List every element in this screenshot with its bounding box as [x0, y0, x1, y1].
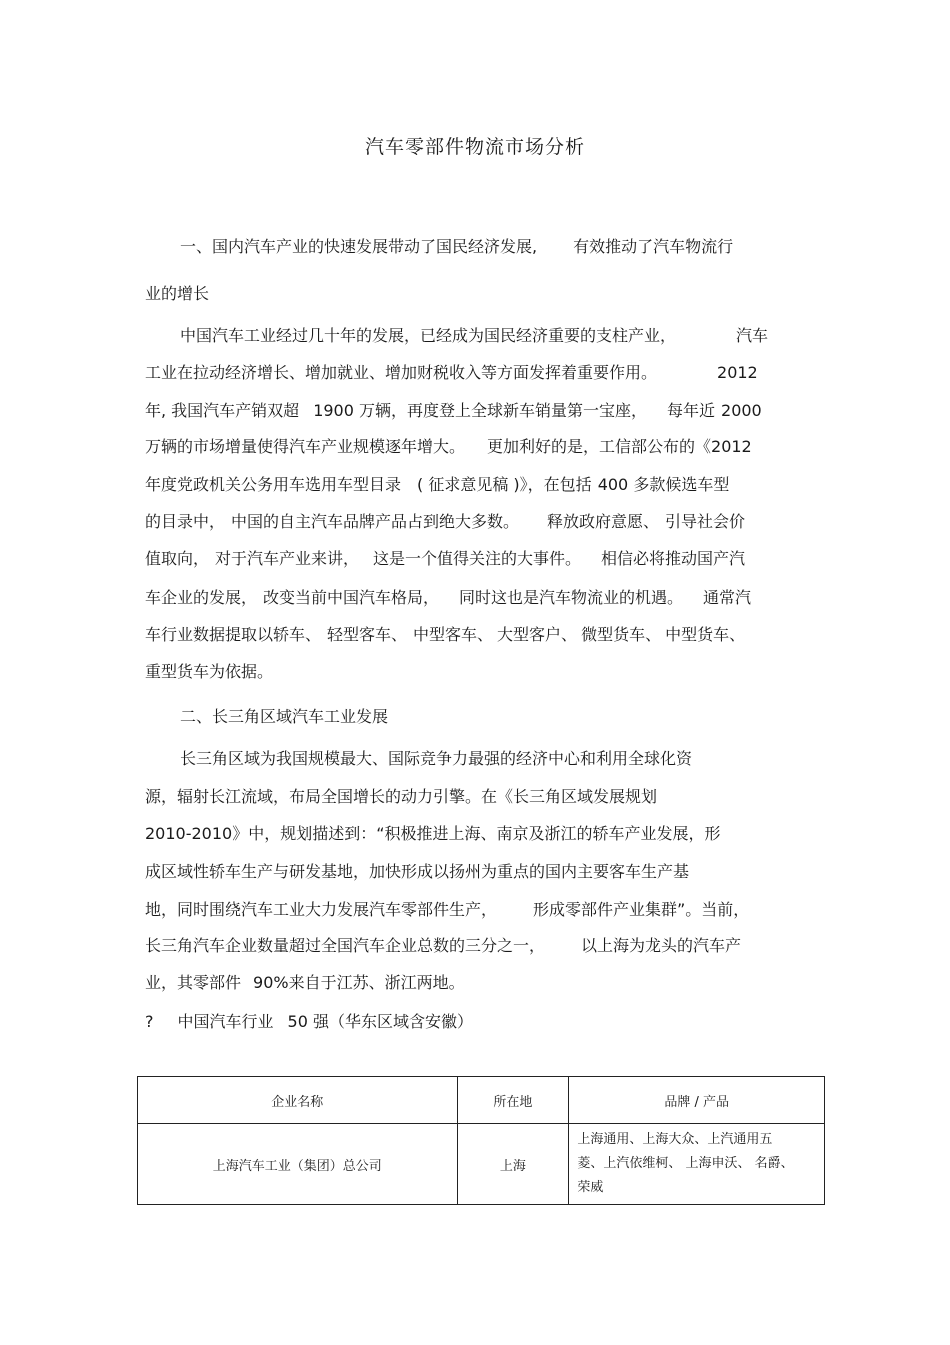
table-header-row [138, 1077, 825, 1124]
s2-line-6 [145, 973, 465, 993]
text-segment: 轻型客车、 [327, 625, 408, 644]
brand-line: 荣威 [577, 1180, 604, 1195]
s1-line-5 [145, 512, 745, 532]
text-segment: 重型货车为依据。 [145, 662, 274, 681]
text-segment: 2012 [717, 363, 758, 382]
cell-company: 上海汽车工业（集团）总公司 [138, 1124, 458, 1205]
header-location: 所在地 [457, 1077, 569, 1124]
s1-line-6 [145, 549, 745, 569]
brand-line: 上海通用、上海大众、上汽通用五 [577, 1132, 773, 1147]
text-segment: 年度党政机关公务用车选用车型目录 [145, 475, 402, 494]
text-segment: 每年近 [667, 401, 716, 420]
section1-heading-cont: 业的增长 [145, 284, 210, 303]
text-segment: 车行业数据提取以轿车、 [145, 625, 322, 644]
s1-line-8 [145, 625, 745, 645]
s1-line-4 [145, 475, 729, 495]
text-segment: 引导社会价 [665, 512, 746, 531]
text-segment: 中国的自主汽车品牌产品占到绝大多数。 [231, 512, 520, 531]
section1-heading-part1: 一、国内汽车产业的快速发展带动了国民经济发展, [180, 237, 538, 256]
s1-line-3 [145, 437, 752, 457]
text-segment: 万辆的市场增量使得汽车产业规模逐年增大。 [145, 437, 466, 456]
text-segment: 年, 我国汽车产销双超 [145, 401, 300, 420]
text-segment: 车企业的发展， [145, 588, 258, 607]
text-segment: 通常汽 [703, 588, 752, 607]
company-table [137, 1076, 825, 1205]
text-segment: 微型货车、 [581, 625, 662, 644]
s1-line-7 [145, 588, 751, 608]
text-segment: 业，其零部件 [145, 973, 242, 992]
cell-location: 上海 [457, 1124, 569, 1205]
s2-line-1 [145, 787, 657, 807]
header-company: 企业名称 [138, 1077, 458, 1124]
text-segment: 50 强（华东区域含安徽） [287, 1012, 473, 1031]
document-title: 汽车零部件物流市场分析 [364, 136, 585, 158]
bullet-line [145, 1012, 473, 1032]
text-segment: 90%来自于江苏、浙江两地。 [253, 973, 465, 992]
s2-line-4 [145, 900, 749, 920]
text-segment: 中型货车、 [665, 625, 746, 644]
s2-line-2 [145, 824, 721, 844]
text-segment: 释放政府意愿、 [547, 512, 660, 531]
text-segment: 值取向， [145, 549, 210, 568]
text-segment: 同时这也是汽车物流业的机遇。 [459, 588, 684, 607]
text-segment: 以上海为龙头的汽车产 [581, 936, 742, 955]
text-segment: 2000 [721, 401, 762, 420]
text-segment: 形成零部件产业集群”。当前， [533, 900, 750, 919]
text-segment: ( 征求意见稿 )》，在包括 [417, 475, 592, 494]
s2-line-5 [145, 936, 741, 956]
bullet-mark: ? [145, 1012, 154, 1031]
text-segment: 源，辐射长江流域，布局全国增长的动力引擎。在《长三角区域发展规划 [145, 787, 658, 806]
text-segment: 大型客户、 [497, 625, 578, 644]
brand-line: 菱、上汽依维柯、 上海申沃、 名爵、 [577, 1156, 794, 1171]
text-segment: 2010-2010》中，规划描述到：“积极推进上海、南京及浙江的轿车产业发展，形 [145, 824, 721, 843]
text-segment: 这是一个值得关注的大事件。 [373, 549, 582, 568]
header-brand: 品牌 / 产品 [569, 1077, 825, 1124]
s1-line-0 [180, 326, 768, 346]
text-segment: 汽车 [736, 326, 769, 345]
text-segment: 地，同时围绕汽车工业大力发展汽车零部件生产， [145, 900, 498, 919]
text-segment: 中国汽车行业 [177, 1012, 274, 1031]
table-row [138, 1124, 825, 1205]
section1-heading [180, 237, 733, 257]
section2-heading: 二、长三角区域汽车工业发展 [180, 707, 389, 726]
text-segment: 的目录中， [145, 512, 226, 531]
text-segment: 长三角区域为我国规模最大、国际竞争力最强的经济中心和利用全球化资 [180, 749, 693, 768]
text-segment: 1900 万辆，再度登上全球新车销量第一宝座， [313, 401, 647, 420]
cell-brand [569, 1124, 825, 1205]
section1-heading-part2: 有效推动了汽车物流行 [573, 237, 734, 256]
s1-line-9 [145, 662, 273, 682]
s2-line-0 [180, 749, 692, 769]
text-segment: 更加利好的是，工信部公布的《2012 [487, 437, 752, 456]
text-segment: 400 多款候选车型 [597, 475, 730, 494]
s1-line-1 [145, 363, 758, 383]
text-segment: 相信必将推动国产汽 [601, 549, 746, 568]
text-segment: 改变当前中国汽车格局， [263, 588, 440, 607]
text-segment: 成区域性轿车生产与研发基地，加快形成以扬州为重点的国内主要客车生产基 [145, 862, 690, 881]
text-segment: 中国汽车工业经过几十年的发展，已经成为国民经济重要的支柱产业， [180, 326, 677, 345]
s2-line-3 [145, 862, 689, 882]
text-segment: 对于汽车产业来讲， [215, 549, 360, 568]
text-segment: 中型客车、 [413, 625, 494, 644]
text-segment: 工业在拉动经济增长、增加就业、增加财税收入等方面发挥着重要作用。 [145, 363, 658, 382]
s1-line-2 [145, 401, 762, 421]
text-segment: 长三角汽车企业数量超过全国汽车企业总数的三分之一， [145, 936, 546, 955]
